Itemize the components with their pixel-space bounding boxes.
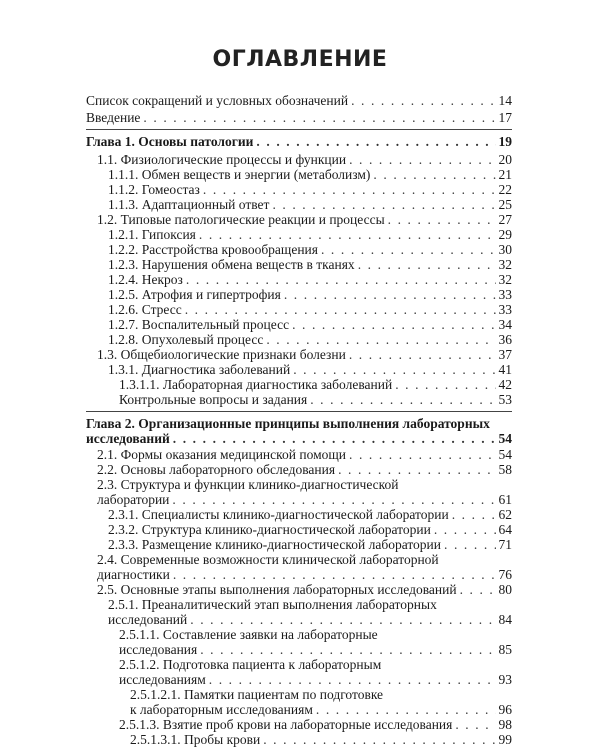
toc-entry-title: Глава 1. Основы патологии xyxy=(86,134,254,149)
toc-entry[interactable] xyxy=(97,212,512,227)
toc-entry[interactable] xyxy=(130,702,512,717)
toc-entry-title-cont: к лабораторным исследованиям xyxy=(130,702,313,717)
toc-entry-title: 1.2.5. Атрофия и гипертрофия xyxy=(108,287,281,302)
toc-entry[interactable] xyxy=(119,392,512,407)
toc-entry-page: 85 xyxy=(498,642,512,657)
toc-entry-title: 2.2. Основы лабораторного обследования xyxy=(97,462,336,477)
toc-entry-title: 1.3.1. Диагностика заболеваний xyxy=(108,362,291,377)
toc-entry-title-cont: исследованиям xyxy=(119,672,206,687)
toc-entry-title: 1.1.3. Адаптационный ответ xyxy=(108,197,270,212)
toc-entry-page: 58 xyxy=(498,462,512,477)
toc-entry-title: Список сокращений и условных обозначений xyxy=(86,93,349,108)
toc-entry-title: 1.2.3. Нарушения обмена веществ в тканях xyxy=(108,257,355,272)
toc-entry[interactable] xyxy=(108,522,512,537)
toc-entry-page: 54 xyxy=(498,431,512,446)
toc-entry[interactable] xyxy=(86,110,512,125)
divider xyxy=(86,411,512,412)
toc-entry[interactable] xyxy=(108,257,512,272)
toc-entry-page: 36 xyxy=(498,332,512,347)
toc-entry-page: 62 xyxy=(498,507,512,522)
toc-entry-page: 41 xyxy=(498,362,512,377)
toc-entry[interactable] xyxy=(97,492,512,507)
toc-entry-title[interactable]: 2.5.1.2. Подготовка пациента к лабораторным xyxy=(119,657,382,672)
toc-entry[interactable] xyxy=(108,167,512,182)
toc-entry-page: 30 xyxy=(498,242,512,257)
toc-entry[interactable] xyxy=(108,242,512,257)
toc-entry-title: 2.5. Основные этапы выполнения лабораторных исследований xyxy=(97,582,457,597)
toc-entry-page: 42 xyxy=(498,377,512,392)
toc-entry[interactable] xyxy=(108,507,512,522)
toc-entry-title: 2.3.2. Структура клинико-диагностической лаборатории xyxy=(108,522,431,537)
page-title: ОГЛАВЛЕНИЕ xyxy=(212,47,388,72)
toc-entry-title: Введение xyxy=(86,110,141,125)
toc-entry[interactable] xyxy=(86,93,512,108)
toc-entry-title-cont: диагностики xyxy=(97,567,170,582)
toc-entry-title: Контрольные вопросы и задания xyxy=(119,392,308,407)
toc-entry-title: 1.2.7. Воспалительный процесс xyxy=(108,317,290,332)
toc-entry-page: 32 xyxy=(498,272,512,287)
toc-entry-page: 37 xyxy=(498,347,512,362)
toc-entry-page: 61 xyxy=(498,492,512,507)
toc-entry[interactable] xyxy=(108,182,512,197)
toc-chapter-entry[interactable] xyxy=(86,134,512,149)
toc-entry-title: 1.2.2. Расстройства кровообращения xyxy=(108,242,318,257)
toc-entry[interactable] xyxy=(108,332,512,347)
toc-entry-page: 27 xyxy=(498,212,512,227)
toc-entry-page: 33 xyxy=(498,302,512,317)
toc-entry[interactable] xyxy=(97,567,512,582)
toc-entry-title[interactable]: 2.3. Структура и функции клинико-диагностической xyxy=(97,477,399,492)
toc-entry-page: 98 xyxy=(498,717,512,732)
toc-entry[interactable] xyxy=(119,672,512,687)
toc-entry-title: 1.1. Физиологические процессы и функции xyxy=(97,152,347,167)
toc-entry[interactable] xyxy=(108,362,512,377)
toc-entry[interactable] xyxy=(108,612,512,627)
toc-entry[interactable] xyxy=(97,462,512,477)
toc-entry-title[interactable]: 2.5.1. Преаналитический этап выполнения лабораторных xyxy=(108,597,437,612)
toc-entry-title[interactable]: 2.4. Современные возможности клинической лабораторной xyxy=(97,552,439,567)
toc-entry-page: 54 xyxy=(498,447,512,462)
toc-entry[interactable] xyxy=(130,732,512,747)
toc-chapter-entry[interactable] xyxy=(86,431,512,446)
toc-entry-page: 76 xyxy=(498,567,512,582)
toc-entry-title: 2.5.1.3.1. Пробы крови xyxy=(130,732,261,747)
toc-entry-title-cont: исследований xyxy=(108,612,188,627)
toc-entry[interactable] xyxy=(108,537,512,552)
toc-entry-page: 71 xyxy=(498,537,512,552)
toc-entry-title: 2.3.1. Специалисты клинико-диагностической лаборатории xyxy=(108,507,449,522)
toc-entry-page: 17 xyxy=(498,110,512,125)
toc-entry-title-cont: исследования xyxy=(119,642,198,657)
toc-entry-title: 1.1.1. Обмен веществ и энергии (метаболизм) xyxy=(108,167,371,182)
toc-entry[interactable] xyxy=(119,642,512,657)
toc-entry-title: 2.3.3. Размещение клинико-диагностической лаборатории xyxy=(108,537,442,552)
toc-entry-title: 1.2.8. Опухолевый процесс xyxy=(108,332,264,347)
toc-entry[interactable] xyxy=(97,152,512,167)
toc-entry-page: 84 xyxy=(498,612,512,627)
toc-entry-page: 53 xyxy=(498,392,512,407)
toc-entry-page: 25 xyxy=(498,197,512,212)
toc-entry-title: 1.3. Общебиологические признаки болезни xyxy=(97,347,346,362)
toc-entry-title: 2.5.1.3. Взятие проб крови на лабораторные исследования xyxy=(119,717,453,732)
toc-entry-title[interactable]: 2.5.1.1. Составление заявки на лабораторные xyxy=(119,627,378,642)
toc-entry-page: 14 xyxy=(498,93,512,108)
toc-entry-page: 96 xyxy=(498,702,512,717)
toc-entry-page: 22 xyxy=(498,182,512,197)
toc-entry-title: 2.1. Формы оказания медицинской помощи xyxy=(97,447,346,462)
toc-entry-title: 1.2. Типовые патологические реакции и процессы xyxy=(97,212,385,227)
toc-entry-title: 1.2.1. Гипоксия xyxy=(108,227,196,242)
toc-entry-page: 64 xyxy=(498,522,512,537)
toc-entry-page: 33 xyxy=(498,287,512,302)
divider xyxy=(86,129,512,130)
toc-entry-page: 93 xyxy=(498,672,512,687)
toc-entry[interactable] xyxy=(97,347,512,362)
toc-entry[interactable] xyxy=(97,582,512,597)
toc-entry-page: 80 xyxy=(498,582,512,597)
toc-entry-title-cont: исследований xyxy=(86,431,170,446)
toc-entry-title[interactable]: Глава 2. Организационные принципы выполнения лабораторных xyxy=(86,416,490,431)
toc-entry[interactable] xyxy=(119,717,512,732)
toc-entry[interactable] xyxy=(97,447,512,462)
toc-entry[interactable] xyxy=(119,377,512,392)
toc-entry[interactable] xyxy=(108,302,512,317)
toc-entry[interactable] xyxy=(108,287,512,302)
toc-entry-page: 21 xyxy=(498,167,512,182)
toc-entry-title: 1.2.4. Некроз xyxy=(108,272,183,287)
toc-entry-page: 19 xyxy=(498,134,512,149)
toc-entry-page: 29 xyxy=(498,227,512,242)
toc-entry-title[interactable]: 2.5.1.2.1. Памятки пациентам по подготовке xyxy=(130,687,384,702)
toc-entry-title: 1.3.1.1. Лабораторная диагностика заболеваний xyxy=(119,377,393,392)
toc-entry[interactable] xyxy=(108,272,512,287)
toc-entry-page: 99 xyxy=(498,732,512,747)
toc-entry[interactable] xyxy=(108,317,512,332)
toc-entry-page: 32 xyxy=(498,257,512,272)
toc-entry-title: 1.1.2. Гомеостаз xyxy=(108,182,200,197)
toc-entry-page: 34 xyxy=(498,317,512,332)
toc-entry[interactable] xyxy=(108,197,512,212)
toc-entry-page: 20 xyxy=(498,152,512,167)
toc-entry-title-cont: лаборатории xyxy=(97,492,170,507)
toc-entry[interactable] xyxy=(108,227,512,242)
toc-entry-title: 1.2.6. Стресс xyxy=(108,302,182,317)
